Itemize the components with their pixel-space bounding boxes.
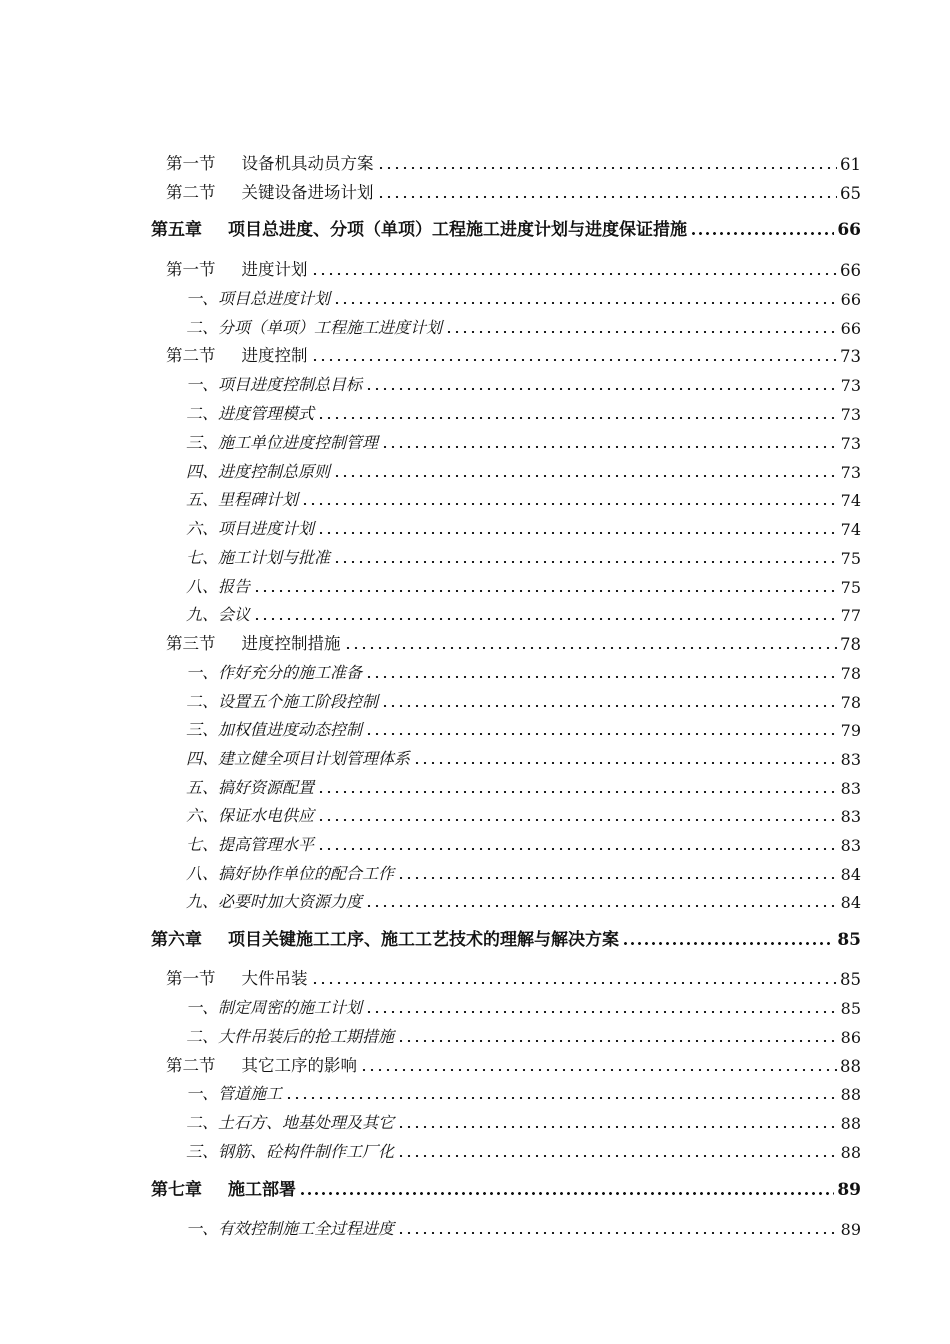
toc-entry-title: 进度控制总原则 <box>218 462 331 481</box>
toc-page-number: 83 <box>840 807 861 826</box>
toc-page-number: 61 <box>840 155 861 174</box>
toc-subsection-entry[interactable] <box>186 571 861 597</box>
toc-dot-leader <box>413 762 838 764</box>
toc-entry-number: 一、 <box>186 1219 219 1238</box>
toc-dot-leader <box>397 1155 838 1157</box>
toc-entry-title: 设备机具动员方案 <box>241 154 374 173</box>
toc-entry-number: 二、 <box>186 404 219 423</box>
toc-dot-leader <box>333 561 838 563</box>
toc-page-number: 74 <box>840 520 861 539</box>
toc-page-number: 73 <box>840 376 861 395</box>
toc-entry-title: 会议 <box>218 605 251 624</box>
toc-subsection-entry[interactable] <box>186 599 861 625</box>
toc-subsection-entry[interactable] <box>186 1107 861 1133</box>
toc-entry-title: 保证水电供应 <box>218 806 315 825</box>
toc-entry-title: 项目关键施工工序、施工工艺技术的理解与解决方案 <box>228 930 619 950</box>
toc-entry-title: 进度管理模式 <box>218 404 315 423</box>
toc-dot-leader <box>311 359 838 361</box>
toc-subsection-entry[interactable] <box>186 369 861 395</box>
toc-entry-title: 施工单位进度控制管理 <box>218 433 379 452</box>
toc-page-number: 85 <box>840 999 861 1018</box>
toc-entry-number: 二、 <box>186 692 219 711</box>
toc-entry-title: 有效控制施工全过程进度 <box>218 1219 395 1238</box>
toc-page-number: 66 <box>840 261 861 280</box>
toc-page-number: 84 <box>840 865 861 884</box>
toc-entry-number: 九、 <box>186 892 219 911</box>
toc-dot-leader <box>311 273 838 275</box>
toc-entry-title: 加权值进度动态控制 <box>218 720 363 739</box>
toc-page-number: 73 <box>840 405 861 424</box>
toc-page-number: 83 <box>840 779 861 798</box>
toc-subsection-entry[interactable] <box>186 714 861 740</box>
toc-page-number: 84 <box>840 893 861 912</box>
toc-entry-title: 大件吊装后的抢工期措施 <box>218 1027 395 1046</box>
toc-dot-leader <box>365 905 838 907</box>
toc-subsection-entry[interactable] <box>186 513 861 539</box>
toc-entry-number: 七、 <box>186 548 219 567</box>
toc-page-number: 83 <box>840 750 861 769</box>
toc-page-number: 86 <box>840 1028 861 1047</box>
toc-subsection-entry[interactable] <box>186 858 861 884</box>
toc-entry-title: 搞好协作单位的配合工作 <box>218 864 395 883</box>
toc-entry-title: 其它工序的影响 <box>241 1056 357 1075</box>
toc-dot-leader <box>317 417 838 419</box>
toc-page-number: 78 <box>840 664 861 683</box>
toc-dot-leader <box>397 877 838 879</box>
toc-page-number: 88 <box>840 1085 861 1104</box>
toc-dot-leader <box>397 1232 838 1234</box>
toc-dot-leader <box>317 848 838 850</box>
toc-entry-number: 一、 <box>186 1084 219 1103</box>
toc-subsection-entry[interactable] <box>186 427 861 453</box>
toc-page-number: 73 <box>840 463 861 482</box>
toc-entry-number: 第三节 <box>166 634 216 653</box>
toc-entry-number: 第一节 <box>166 154 216 173</box>
toc-page-number: 79 <box>840 721 861 740</box>
toc-subsection-entry[interactable] <box>186 398 861 424</box>
toc-subsection-entry[interactable] <box>186 800 861 826</box>
toc-entry-number: 一、 <box>186 375 219 394</box>
toc-entry-title: 搞好资源配置 <box>218 778 315 797</box>
toc-dot-leader <box>344 647 838 649</box>
toc-subsection-entry[interactable] <box>186 1136 861 1162</box>
toc-page-number: 85 <box>840 970 861 989</box>
toc-entry-title: 报告 <box>218 577 251 596</box>
toc-subsection-entry[interactable] <box>186 1213 861 1239</box>
toc-subsection-entry[interactable] <box>186 829 861 855</box>
toc-entry-title: 土石方、地基处理及其它 <box>218 1113 395 1132</box>
toc-entry-title: 项目总进度计划 <box>218 289 331 308</box>
toc-subsection-entry[interactable] <box>186 456 861 482</box>
toc-chapter-entry[interactable] <box>151 924 861 950</box>
toc-page-number: 83 <box>840 836 861 855</box>
toc-page-number: 74 <box>840 491 861 510</box>
toc-page-number: 73 <box>840 434 861 453</box>
toc-entry-title: 项目进度计划 <box>218 519 315 538</box>
toc-dot-leader <box>317 819 838 821</box>
toc-entry-title: 进度控制措施 <box>241 634 341 653</box>
toc-subsection-entry[interactable] <box>186 312 861 338</box>
toc-entry-number: 一、 <box>186 663 219 682</box>
toc-entry-number: 第二节 <box>166 1056 216 1075</box>
toc-entry-number: 第六章 <box>151 930 202 950</box>
toc-entry-number: 七、 <box>186 835 219 854</box>
toc-section-entry[interactable] <box>166 628 861 654</box>
toc-dot-leader <box>690 232 834 235</box>
toc-entry-number: 三、 <box>186 720 219 739</box>
toc-entry-number: 四、 <box>186 462 219 481</box>
toc-dot-leader <box>311 982 838 984</box>
toc-page-number: 89 <box>837 1180 861 1200</box>
toc-page-number: 89 <box>840 1220 861 1239</box>
toc-entry-title: 进度控制 <box>241 346 308 365</box>
toc-dot-leader <box>397 1126 838 1128</box>
toc-entry-number: 三、 <box>186 1142 219 1161</box>
toc-dot-leader <box>317 532 838 534</box>
toc-section-entry[interactable] <box>166 177 861 203</box>
toc-page-number: 78 <box>840 635 861 654</box>
toc-dot-leader <box>285 1097 838 1099</box>
toc-dot-leader <box>365 1011 838 1013</box>
toc-entry-title: 项目总进度、分项（单项）工程施工进度计划与进度保证措施 <box>228 220 687 240</box>
toc-entry-number: 二、 <box>186 318 219 337</box>
toc-entry-number: 第一节 <box>166 969 216 988</box>
toc-dot-leader <box>333 475 838 477</box>
toc-page-number: 75 <box>840 549 861 568</box>
toc-page-number: 88 <box>840 1143 861 1162</box>
toc-subsection-entry[interactable] <box>186 686 861 712</box>
toc-entry-title: 提高管理水平 <box>218 835 315 854</box>
toc-page-number: 88 <box>840 1057 861 1076</box>
toc-entry-number: 一、 <box>186 289 219 308</box>
toc-section-entry[interactable] <box>166 1050 861 1076</box>
toc-section-entry[interactable] <box>166 340 861 366</box>
toc-entry-title: 管道施工 <box>218 1084 283 1103</box>
toc-entry-number: 第七章 <box>151 1180 202 1200</box>
toc-entry-title: 制定周密的施工计划 <box>218 998 363 1017</box>
toc-entry-number: 三、 <box>186 433 219 452</box>
toc-chapter-entry[interactable] <box>151 214 861 240</box>
toc-page-number: 66 <box>837 220 861 240</box>
toc-entry-title: 必要时加大资源力度 <box>218 892 363 911</box>
toc-dot-leader <box>381 705 838 707</box>
toc-page-number: 88 <box>840 1114 861 1133</box>
toc-entry-title: 施工计划与批准 <box>218 548 331 567</box>
toc-dot-leader <box>365 676 838 678</box>
toc-page-number: 65 <box>840 184 861 203</box>
toc-entry-title: 里程碑计划 <box>218 490 299 509</box>
toc-dot-leader <box>333 302 838 304</box>
toc-page-number: 78 <box>840 693 861 712</box>
toc-entry-number: 二、 <box>186 1027 219 1046</box>
toc-chapter-entry[interactable] <box>151 1174 861 1200</box>
toc-dot-leader <box>365 733 838 735</box>
toc-entry-title: 项目进度控制总目标 <box>218 375 363 394</box>
toc-entry-number: 六、 <box>186 806 219 825</box>
toc-subsection-entry[interactable] <box>186 992 861 1018</box>
toc-dot-leader <box>397 1040 838 1042</box>
toc-entry-number: 八、 <box>186 864 219 883</box>
toc-entry-title: 关键设备进场计划 <box>241 183 374 202</box>
toc-subsection-entry[interactable] <box>186 743 861 769</box>
toc-entry-number: 四、 <box>186 749 219 768</box>
toc-subsection-entry[interactable] <box>186 542 861 568</box>
toc-dot-leader <box>622 942 834 945</box>
toc-entry-title: 作好充分的施工准备 <box>218 663 363 682</box>
toc-page-number: 85 <box>837 930 861 950</box>
toc-entry-title: 设置五个施工阶段控制 <box>218 692 379 711</box>
toc-entry-title: 大件吊装 <box>241 969 308 988</box>
toc-dot-leader <box>445 331 838 333</box>
toc-subsection-entry[interactable] <box>186 886 861 912</box>
toc-entry-number: 第二节 <box>166 346 216 365</box>
toc-dot-leader <box>365 388 838 390</box>
toc-entry-title: 建立健全项目计划管理体系 <box>218 749 411 768</box>
toc-section-entry[interactable] <box>166 963 861 989</box>
toc-entry-number: 第一节 <box>166 260 216 279</box>
toc-dot-leader <box>317 791 838 793</box>
toc-subsection-entry[interactable] <box>186 283 861 309</box>
toc-page-number: 75 <box>840 578 861 597</box>
toc-entry-number: 一、 <box>186 998 219 1017</box>
toc-subsection-entry[interactable] <box>186 1021 861 1047</box>
toc-dot-leader <box>377 196 838 198</box>
toc-entry-title: 进度计划 <box>241 260 308 279</box>
toc-entry-number: 九、 <box>186 605 219 624</box>
toc-dot-leader <box>377 167 838 169</box>
toc-page-number: 73 <box>840 347 861 366</box>
toc-section-entry[interactable] <box>166 148 861 174</box>
toc-entry-title: 施工部署 <box>228 1180 296 1200</box>
toc-entry-number: 八、 <box>186 577 219 596</box>
toc-subsection-entry[interactable] <box>186 657 861 683</box>
toc-page-number: 66 <box>840 319 861 338</box>
toc-subsection-entry[interactable] <box>186 1078 861 1104</box>
toc-page-number: 66 <box>840 290 861 309</box>
toc-entry-number: 五、 <box>186 490 219 509</box>
toc-subsection-entry[interactable] <box>186 484 861 510</box>
toc-page-number: 77 <box>840 606 861 625</box>
toc-entry-title: 钢筋、砼构件制作工厂化 <box>218 1142 395 1161</box>
toc-entry-number: 五、 <box>186 778 219 797</box>
toc-entry-number: 六、 <box>186 519 219 538</box>
toc-entry-number: 第五章 <box>151 220 202 240</box>
toc-dot-leader <box>360 1069 837 1071</box>
toc-entry-number: 二、 <box>186 1113 219 1132</box>
toc-dot-leader <box>253 590 838 592</box>
toc-dot-leader <box>301 503 838 505</box>
toc-section-entry[interactable] <box>166 254 861 280</box>
toc-dot-leader <box>253 618 838 620</box>
toc-entry-number: 第二节 <box>166 183 216 202</box>
toc-dot-leader <box>381 446 838 448</box>
toc-subsection-entry[interactable] <box>186 772 861 798</box>
toc-dot-leader <box>299 1192 834 1195</box>
toc-entry-title: 分项（单项）工程施工进度计划 <box>218 318 443 337</box>
